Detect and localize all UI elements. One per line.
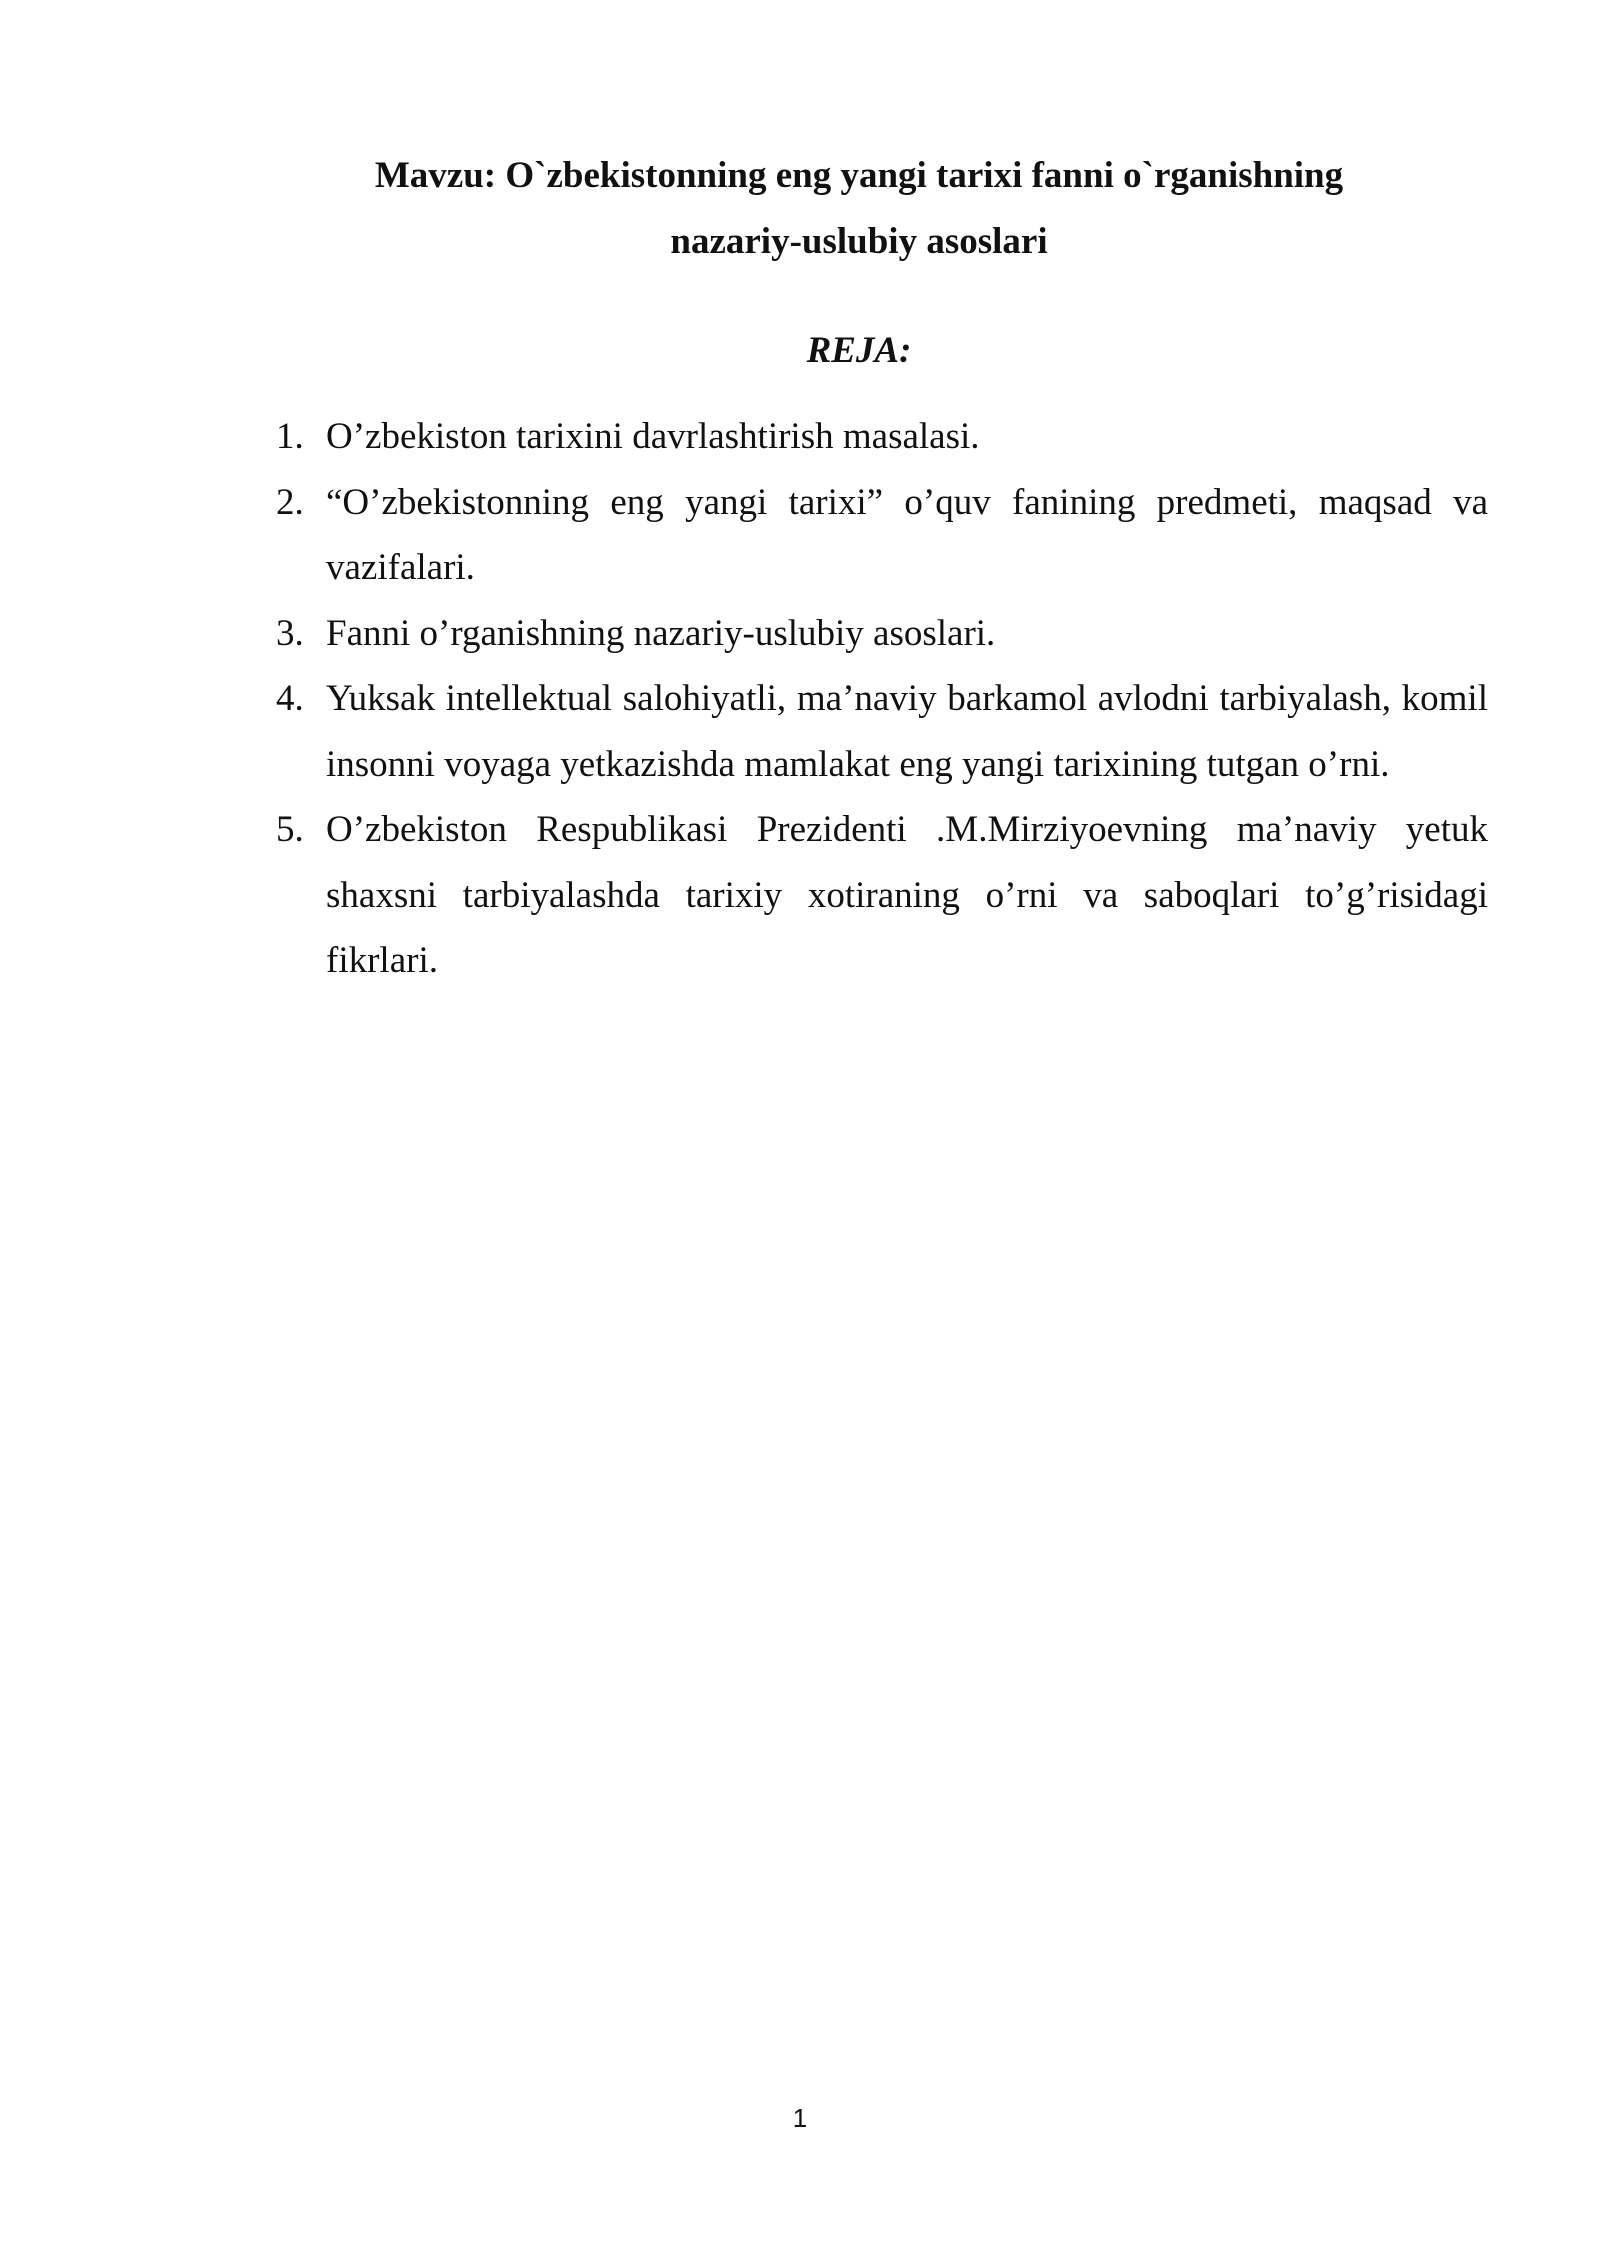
plan-item-text: Yuksak intellektual salohiyatli, ma’naviy barkamol avlodni tarbiyalash, komil insonni voyaga yetkazishda mamlakat eng yangi tarixining tutgan o’rni. bbox=[326, 678, 1488, 785]
plan-item-5 bbox=[276, 797, 1488, 994]
title-line-2: nazariy-uslubiy asoslari bbox=[670, 221, 1048, 262]
plan-item-3 bbox=[276, 601, 1488, 667]
document-title bbox=[230, 143, 1488, 275]
plan-item-text: “O’zbekistonning eng yangi tarixi” o’quv fanining predmeti, maqsad va vazifalari. bbox=[326, 481, 1488, 588]
plan-item-text: Fanni o’rganishning nazariy-uslubiy asoslari. bbox=[326, 612, 996, 654]
plan-list bbox=[276, 404, 1488, 994]
page-number: 1 bbox=[792, 2103, 808, 2133]
plan-item-number: 1. bbox=[276, 416, 304, 457]
plan-item-4 bbox=[276, 666, 1488, 797]
plan-heading: REJA: bbox=[806, 330, 912, 371]
plan-item-2 bbox=[276, 470, 1488, 601]
plan-item-number: 2. bbox=[276, 481, 304, 523]
plan-item-number: 4. bbox=[276, 678, 304, 719]
plan-item-number: 3. bbox=[276, 612, 304, 654]
plan-item-text: O’zbekiston tarixini davrlashtirish masalasi. bbox=[326, 416, 980, 457]
plan-item-1 bbox=[276, 404, 1488, 470]
plan-item-text: O’zbekiston Respublikasi Prezidenti .M.Mirziyoevning ma’naviy yetuk shaxsni tarbiyalashda tarixiy xotiraning o’rni va saboqlari to’g’risidagi fikrlari. bbox=[326, 809, 1488, 981]
plan-item-number: 5. bbox=[276, 809, 304, 850]
title-line-1: Mavzu: O`zbekistonning eng yangi tarixi fanni o`rganishning bbox=[374, 155, 1344, 196]
